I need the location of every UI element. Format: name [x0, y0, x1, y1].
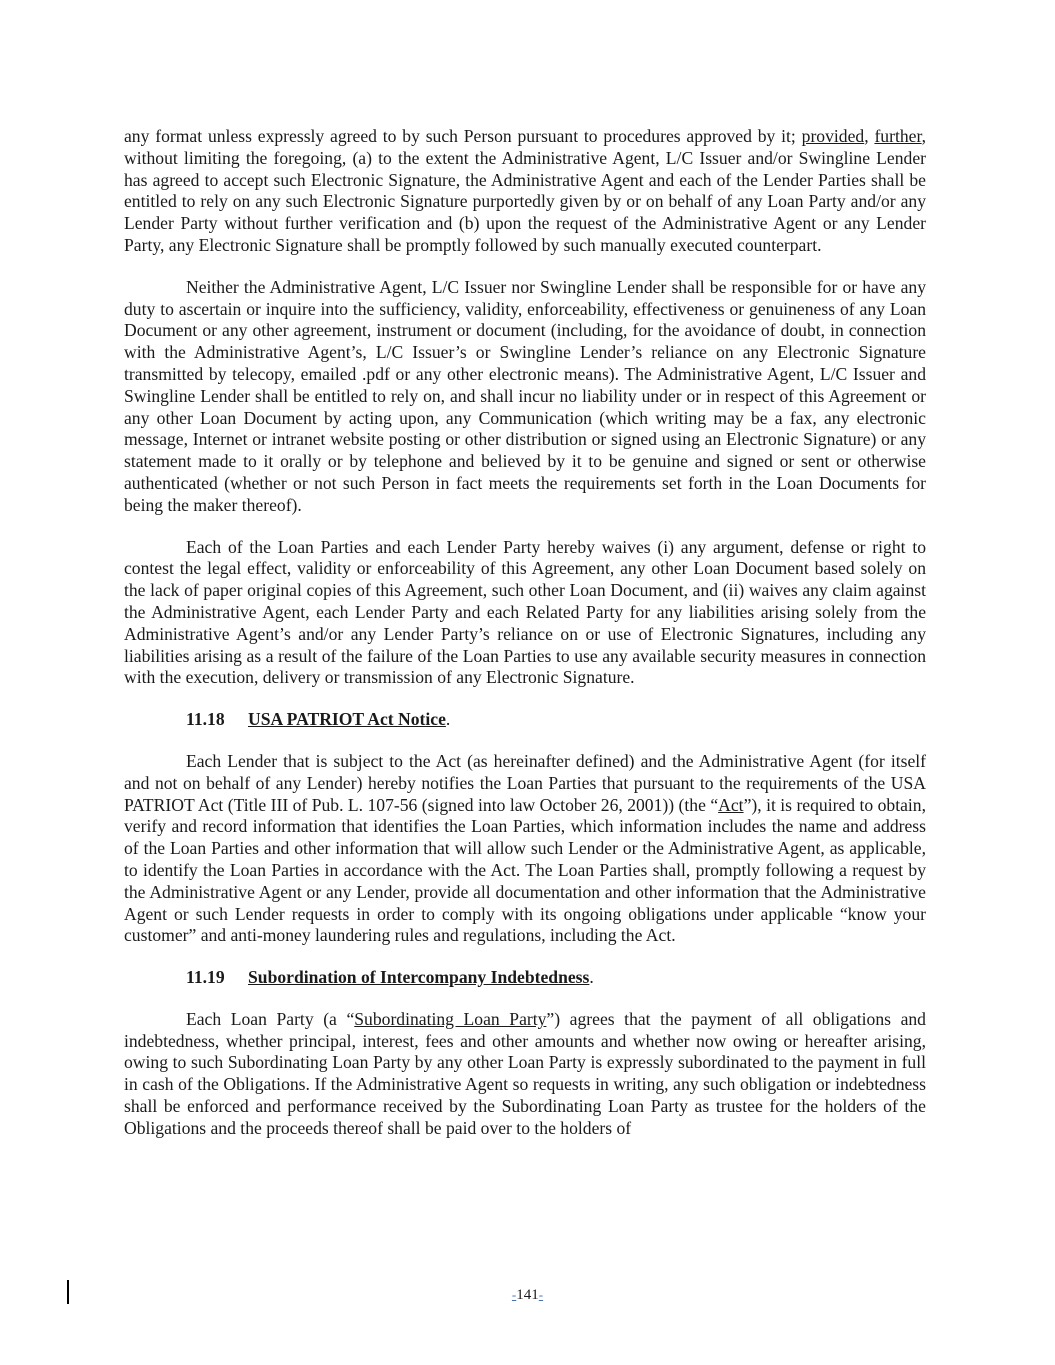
paragraph-waiver: Each of the Loan Parties and each Lender Party hereby waives (i) any argument, defense or right to contest the legal effect, validity or enforceability of this Agreement, any other Loan Document based solely on the lack of paper original copies of this Agreement, such other Loan Document, and (ii) waives any claim against the Administrative Agent, each Lender Party and each Related Party for any liabilities arising solely from the Administrative Agent’s and/or any Lender Party’s reliance on or use of Electronic Signatures, including any liabilities arising as a result of the failure of the Loan Parties to use any available security measures in connection with the execution, delivery or transmission of any Electronic Signature. [124, 536, 926, 688]
term-provided: provided [801, 126, 865, 146]
paragraph-patriot-act: Each Lender that is subject to the Act (as hereinafter defined) and the Administrative Agent (for itself and not on behalf of any Lender) hereby notifies the Loan Parties that pursuant to the requirements of the USA PATRIOT Act (Title III of Pub. L. 107-56 (signed into law October 26, 2001)) (the “Act”), it is required to obtain, verify and record information that identifies the Loan Parties, which information includes the name and address of the Loan Parties and other information that will allow such Lender or the Administrative Agent, as applicable, to identify the Loan Parties in accordance with the Act. The Loan Parties shall, promptly following a request by the Administrative Agent or any Lender, provide all documentation and other information that the Administrative Agent or such Lender requests in order to comply with its ongoing obligations under applicable “know your customer” and anti-money laundering rules and regulations, including the Act. [124, 750, 927, 946]
section-title: Subordination of Intercompany Indebtedness [248, 967, 590, 988]
page-number: -141- [511, 1287, 544, 1303]
paragraph-no-duty-to-ascertain: Neither the Administrative Agent, L/C Issuer nor Swingline Lender shall be responsible for or have any duty to ascertain or inquire into the sufficiency, validity, enforceability, effectiveness or genuineness of any Loan Document or any other agreement, instrument or document (including, for the avoidance of doubt, in connection with the Administrative Agent’s, L/C Issuer’s or Swingline Lender’s reliance on any Electronic Signature transmitted by telecopy, emailed .pdf or any other electronic means). The Administrative Agent, L/C Issuer and Swingline Lender shall be entitled to rely on, and shall incur no liability under or in respect of this Agreement or any other Loan Document by acting upon, any Communication (which writing may be a fax, any electronic message, Internet or intranet website posting or other distribution or signed using an Electronic Signature) or any statement made to it orally or by telephone and believed by it to be genuine and signed or sent or otherwise authenticated (whether or not such Person in fact meets the requirements set forth in the Loan Documents for being the maker thereof). [124, 276, 926, 515]
paragraph-electronic-signature-format: any format unless expressly agreed to by such Person pursuant to procedures approved by it; provided, further, without limiting the foregoing, (a) to the extent the Administrative Agent, L/C Issuer and/or Swingline Lender has agreed to accept such Electronic Signature, the Administrative Agent and each of the Lender Parties shall be entitled to rely on any such Electronic Signature purportedly given by or on behalf of any Loan Party and/or any Lender Party without further verification and (b) upon the request of the Administrative Agent or any Lender Party, any Electronic Signature shall be promptly followed by such manually executed counterpart. [124, 126, 927, 255]
term-act: Act [718, 794, 744, 815]
term-subordinating-loan-party: Subordinating Loan Party [354, 1008, 547, 1029]
document-page [124, 126, 926, 1140]
term-further: further [874, 126, 922, 146]
paragraph-subordination: Each Loan Party (a “Subordinating Loan Party”) agrees that the payment of all obligations and indebtedness, whether principal, interest, fees and other amounts and whether now owing or hereafter arising, owing to such Subordinating Loan Party by any other Loan Party is expressly subordinated to the payment in full in cash of the Obligations. If the Administrative Agent so requests in writing, any such obligation or indebtedness shall be enforced and performance received by the Subordinating Loan Party as trustee for the holders of the Obligations and the proceeds thereof shall be paid over to the holders of [124, 1008, 926, 1138]
section-heading-11-19: 11.19 Subordination of Intercompany Indebtedness. [186, 967, 594, 988]
section-heading-11-18: 11.18 USA PATRIOT Act Notice. [186, 709, 451, 730]
section-number: 11.18 [186, 709, 225, 730]
section-title: USA PATRIOT Act Notice [248, 709, 446, 730]
section-number: 11.19 [186, 967, 225, 988]
